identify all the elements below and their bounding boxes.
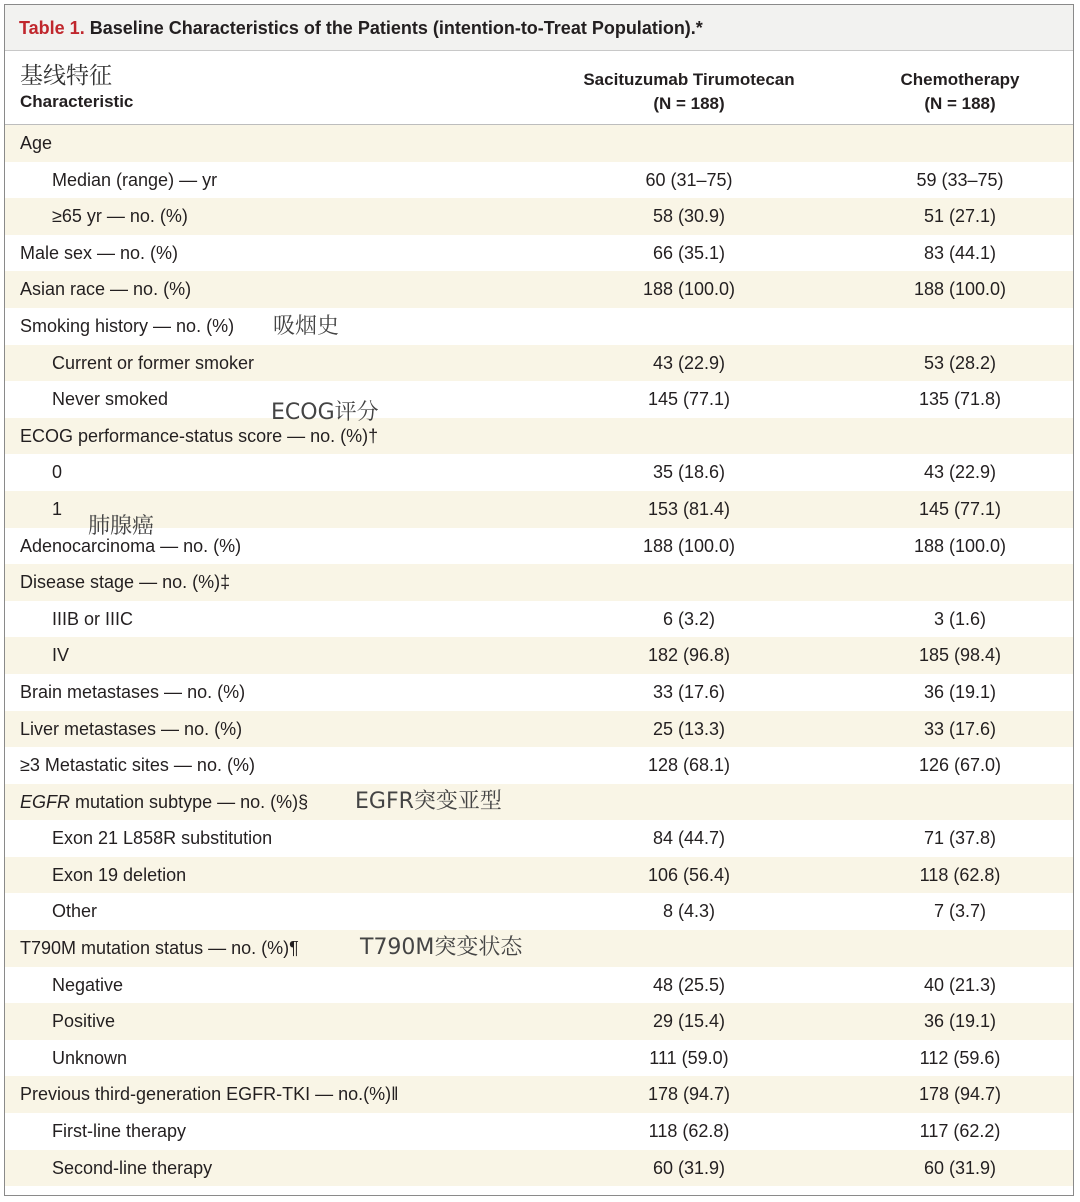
table-row [5,967,1073,1004]
row-label: Positive [52,1011,116,1032]
row-value-sacituzumab: 60 (31–75) [645,169,733,190]
row-value-chemotherapy: 83 (44.1) [923,242,997,263]
row-value-sacituzumab: 188 (100.0) [642,279,736,300]
row-label: IV [52,645,70,666]
table-caption: Baseline Characteristics of the Patients (intention-to-Treat Population).* [89,18,703,38]
table-row [5,674,1073,711]
table-row [5,601,1073,638]
row-label: Negative [52,974,124,995]
table-row [5,345,1073,382]
table-row [5,930,1073,967]
row-label: Never smoked [52,389,169,410]
table-row [5,857,1073,894]
row-value-chemotherapy: 43 (22.9) [923,462,997,483]
annotation-egfr-subtype: EGFR突变亚型 [355,789,502,814]
header-col2-name: Chemotherapy [900,70,1020,89]
table-row [5,637,1073,674]
row-value-chemotherapy: 53 (28.2) [923,352,997,373]
table-row [5,162,1073,199]
row-value-chemotherapy: 126 (67.0) [918,755,1002,776]
table-row [5,235,1073,272]
row-label: Exon 19 deletion [52,864,187,885]
row-label: Disease stage — no. (%)‡ [20,572,231,593]
row-label: Unknown [52,1047,128,1068]
row-value-chemotherapy: 112 (59.6) [919,1047,1001,1068]
row-value-sacituzumab: 25 (13.3) [652,718,726,739]
table-header [5,51,1073,125]
row-value-sacituzumab: 118 (62.8) [648,1121,730,1142]
row-label: Male sex — no. (%) [20,242,179,263]
row-value-sacituzumab: 128 (68.1) [647,755,731,776]
row-value-sacituzumab: 145 (77.1) [647,389,731,410]
row-value-chemotherapy: 185 (98.4) [918,645,1002,666]
table-row [5,1150,1073,1187]
row-label: Current or former smoker [52,352,255,373]
table-row [5,198,1073,235]
table-row [5,747,1073,784]
table-row [5,491,1073,528]
row-value-chemotherapy: 118 (62.8) [919,864,1001,885]
row-label: First-line therapy [52,1121,187,1142]
row-label: T790M mutation status — no. (%)¶ [20,938,299,959]
row-value-sacituzumab: 8 (4.3) [662,901,716,922]
row-value-sacituzumab: 43 (22.9) [652,352,726,373]
row-value-chemotherapy: 60 (31.9) [923,1157,997,1178]
row-label: Smoking history — no. (%) [20,315,235,336]
row-label: Brain metastases — no. (%) [20,681,246,702]
row-label: Asian race — no. (%) [20,279,192,300]
header-col-sacituzumab [539,68,839,116]
annotation-adenocarcinoma: 肺腺癌 [88,514,155,539]
table-number: Table 1. [19,18,85,38]
row-value-sacituzumab: 35 (18.6) [652,462,726,483]
table-row [5,1003,1073,1040]
row-value-sacituzumab: 33 (17.6) [652,681,726,702]
row-label: Median (range) — yr [52,169,218,190]
row-value-sacituzumab: 182 (96.8) [647,645,731,666]
row-value-sacituzumab: 178 (94.7) [647,1084,731,1105]
table-row [5,711,1073,748]
row-label: 1 [52,498,63,519]
table-row [5,1040,1073,1077]
row-value-sacituzumab: 66 (35.1) [652,242,726,263]
row-value-chemotherapy: 40 (21.3) [923,974,997,995]
row-label: Liver metastases — no. (%) [20,718,243,739]
row-label: Other [52,901,98,922]
row-label: ≥65 yr — no. (%) [52,206,188,227]
table-row [5,893,1073,930]
annotation-smoking-history: 吸烟史 [273,314,340,339]
row-value-sacituzumab: 6 (3.2) [662,608,716,629]
header-col2-n: (N = 188) [924,94,996,113]
row-value-chemotherapy: 188 (100.0) [913,535,1007,556]
table-frame [4,4,1074,1196]
table-row [5,125,1073,162]
table-row [5,1076,1073,1113]
header-characteristic-cn: 基线特征 [20,63,112,89]
row-label: Age [20,133,53,153]
row-value-chemotherapy: 3 (1.6) [933,608,987,629]
row-label-rest: mutation subtype — no. (%)§ [70,791,309,812]
table-row [5,820,1073,857]
header-col1-n: (N = 188) [653,94,725,113]
row-label: ECOG performance-status score — no. (%)† [20,425,379,446]
annotation-t790m-status: T790M突变状态 [360,935,523,960]
row-value-chemotherapy: 117 (62.2) [919,1121,1001,1142]
table-row [5,528,1073,565]
table-row [5,564,1073,601]
header-col-chemotherapy [810,68,1080,116]
row-value-chemotherapy: 33 (17.6) [923,718,997,739]
row-label: Previous third-generation EGFR-TKI — no.(%)‖ [20,1084,399,1105]
table-row [5,1113,1073,1150]
row-value-chemotherapy: 59 (33–75) [916,169,1004,190]
table-row [5,454,1073,491]
table-row [5,784,1073,821]
row-value-chemotherapy: 36 (19.1) [923,1011,997,1032]
row-value-chemotherapy: 188 (100.0) [913,279,1007,300]
row-label: Second-line therapy [52,1157,213,1178]
row-value-sacituzumab: 106 (56.4) [647,864,731,885]
row-label: IIIB or IIIC [52,608,134,629]
table-title [5,5,1073,51]
table-row [5,308,1073,345]
row-value-chemotherapy: 71 (37.8) [923,828,997,849]
row-value-sacituzumab: 188 (100.0) [642,535,736,556]
row-label: Adenocarcinoma — no. (%) [20,535,242,556]
row-value-chemotherapy: 36 (19.1) [923,681,997,702]
annotation-ecog-score: ECOG评分 [271,400,379,425]
row-value-sacituzumab: 60 (31.9) [652,1157,726,1178]
row-value-chemotherapy: 145 (77.1) [918,498,1002,519]
row-label: Exon 21 L858R substitution [52,828,273,849]
row-value-sacituzumab: 84 (44.7) [652,828,726,849]
header-characteristic: Characteristic [20,92,134,111]
table-row [5,271,1073,308]
table-body [5,125,1073,1186]
row-value-sacituzumab: 111 (59.0) [649,1047,729,1068]
row-value-chemotherapy: 178 (94.7) [918,1084,1002,1105]
row-label [20,784,308,821]
table-row [5,418,1073,455]
table-row [5,381,1073,418]
row-value-sacituzumab: 58 (30.9) [652,206,726,227]
row-label-italic: EGFR [20,791,71,812]
header-col1-name: Sacituzumab Tirumotecan [583,70,795,89]
row-value-chemotherapy: 135 (71.8) [918,389,1002,410]
row-value-chemotherapy: 51 (27.1) [923,206,997,227]
row-value-sacituzumab: 29 (15.4) [652,1011,726,1032]
row-value-sacituzumab: 48 (25.5) [652,974,726,995]
row-value-chemotherapy: 7 (3.7) [933,901,987,922]
row-value-sacituzumab: 153 (81.4) [647,498,731,519]
row-label: 0 [52,462,63,483]
row-label: ≥3 Metastatic sites — no. (%) [20,755,255,776]
